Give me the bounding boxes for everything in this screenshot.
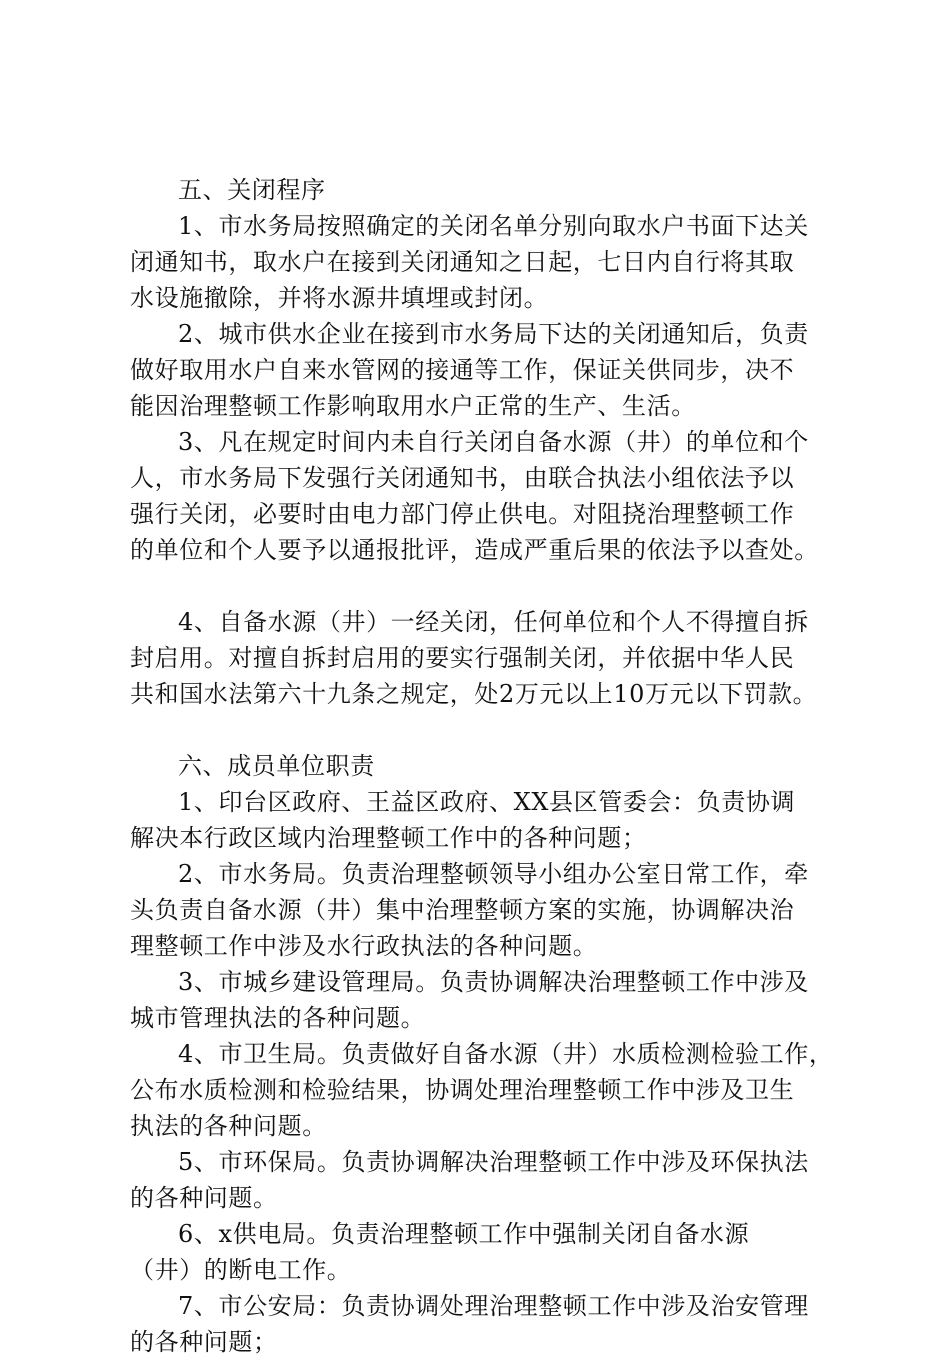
duty-item-1	[130, 784, 840, 856]
text-line: 2、城市供水企业在接到市水务局下达的关闭通知后，负责	[178, 320, 809, 348]
paragraph-spacer	[130, 712, 840, 748]
document-page	[130, 172, 840, 1360]
text-line: 2、市水务局。负责治理整顿领导小组办公室日常工作，牵	[178, 860, 809, 888]
text-line: 封启用。对擅自拆封启用的要实行强制关闭，并依据中华人民	[130, 644, 795, 672]
section-heading-closing-procedure: 五、关闭程序	[178, 176, 326, 204]
paragraph-closing-1	[130, 208, 840, 316]
text-line: （井）的断电工作。	[130, 1256, 352, 1284]
text-line: 水设施撤除，并将水源井填埋或封闭。	[130, 284, 549, 312]
text-line: 1、印台区政府、王益区政府、XX县区管委会：负责协调	[178, 788, 796, 816]
text-line: 1、市水务局按照确定的关闭名单分别向取水户书面下达关	[178, 212, 809, 240]
text-line: 7、市公安局：负责协调处理治理整顿工作中涉及治安管理	[178, 1292, 809, 1320]
duty-item-6	[130, 1216, 840, 1288]
text-line: 闭通知书，取水户在接到关闭通知之日起，七日内自行将其取	[130, 248, 795, 276]
paragraph-spacer	[130, 568, 840, 604]
text-line: 6、x供电局。负责治理整顿工作中强制关闭自备水源	[178, 1220, 750, 1248]
duty-item-3	[130, 964, 840, 1036]
text-line: 共和国水法第六十九条之规定，处2万元以上10万元以下罚款。	[130, 680, 818, 708]
text-line: 强行关闭，必要时由电力部门停止供电。对阻挠治理整顿工作	[130, 500, 795, 528]
paragraph-closing-4	[130, 604, 840, 712]
text-line: 5、市环保局。负责协调解决治理整顿工作中涉及环保执法	[178, 1148, 809, 1176]
duty-item-7	[130, 1288, 840, 1360]
text-line: 做好取用水户自来水管网的接通等工作，保证关供同步，决不	[130, 356, 795, 384]
text-line: 理整顿工作中涉及水行政执法的各种问题。	[130, 932, 598, 960]
duty-item-2	[130, 856, 840, 964]
text-line: 的单位和个人要予以通报批评，造成严重后果的依法予以查处。	[130, 536, 819, 564]
text-line: 解决本行政区域内治理整顿工作中的各种问题；	[130, 824, 647, 852]
text-line: 4、自备水源（井）一经关闭，任何单位和个人不得擅自拆	[178, 608, 809, 636]
text-line: 3、凡在规定时间内未自行关闭自备水源（井）的单位和个	[178, 428, 809, 456]
paragraph-closing-2	[130, 316, 840, 424]
text-line: 城市管理执法的各种问题。	[130, 1004, 426, 1032]
paragraph-closing-3	[130, 424, 840, 568]
text-line: 执法的各种问题。	[130, 1112, 327, 1140]
text-line: 公布水质检测和检验结果，协调处理治理整顿工作中涉及卫生	[130, 1076, 795, 1104]
text-line: 能因治理整顿工作影响取用水户正常的生产、生活。	[130, 392, 696, 420]
duty-item-4	[130, 1036, 840, 1144]
duty-item-5	[130, 1144, 840, 1216]
text-line: 的各种问题。	[130, 1184, 278, 1212]
section-heading-member-duties: 六、成员单位职责	[178, 752, 375, 780]
text-line: 4、市卫生局。负责做好自备水源（井）水质检测检验工作，	[178, 1040, 834, 1068]
text-line: 3、市城乡建设管理局。负责协调解决治理整顿工作中涉及	[178, 968, 809, 996]
text-line: 人，市水务局下发强行关闭通知书，由联合执法小组依法予以	[130, 464, 795, 492]
text-line: 的各种问题；	[130, 1328, 278, 1356]
text-line: 头负责自备水源（井）集中治理整顿方案的实施，协调解决治	[130, 896, 795, 924]
